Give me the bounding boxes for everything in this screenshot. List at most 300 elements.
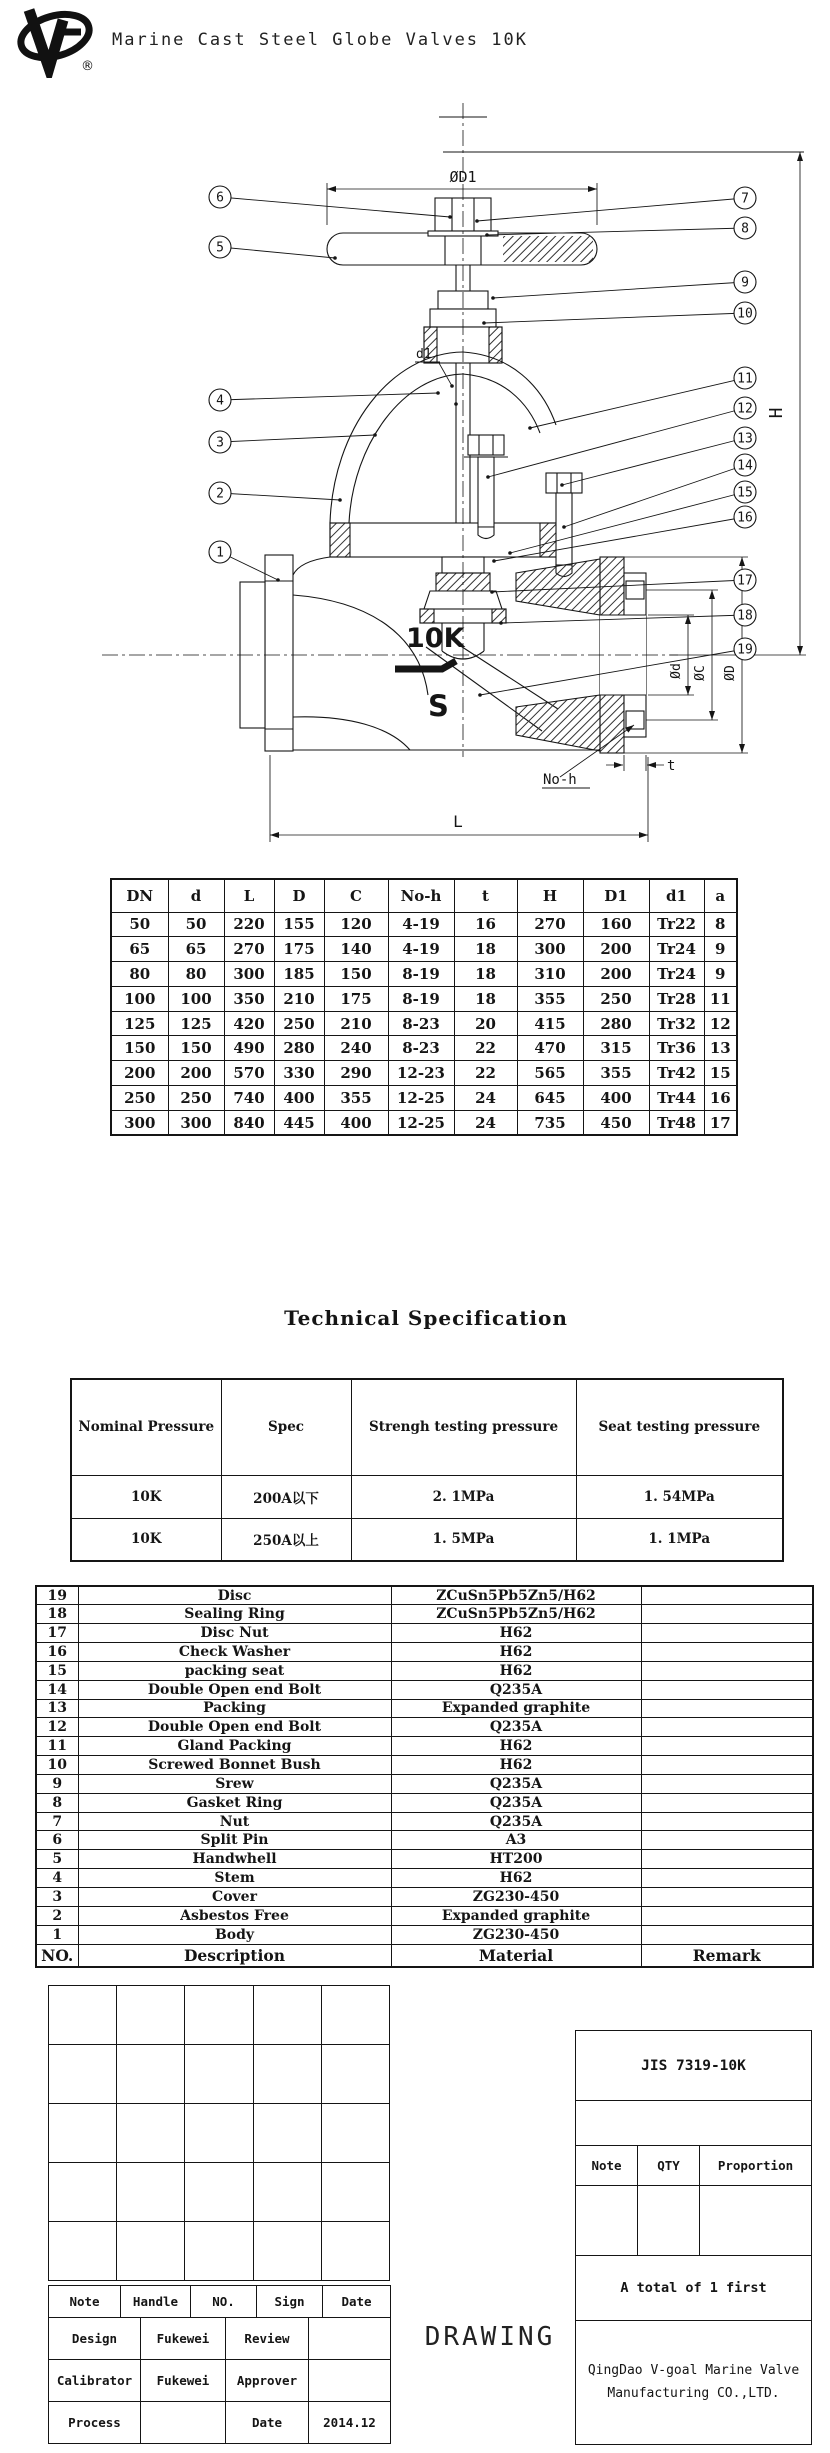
cell bbox=[641, 1925, 813, 1944]
valve-cross-section bbox=[90, 95, 820, 860]
cell: Date bbox=[323, 2286, 391, 2318]
valve-geometry bbox=[102, 103, 806, 842]
cell: 300 bbox=[111, 1110, 168, 1135]
table-row bbox=[36, 1850, 813, 1869]
cell: 250 bbox=[168, 1086, 224, 1111]
cell: DN bbox=[111, 879, 168, 912]
callout-number: 1 bbox=[216, 545, 224, 561]
cell: Expanded graphite bbox=[391, 1699, 641, 1718]
table-row bbox=[49, 2360, 391, 2402]
cell: 8-19 bbox=[388, 962, 454, 987]
page-title: Marine Cast Steel Globe Valves 10K bbox=[112, 30, 528, 50]
sheet-count-note: A total of 1 first bbox=[576, 2256, 811, 2321]
callout-6 bbox=[209, 186, 452, 219]
cell: 740 bbox=[224, 1086, 274, 1111]
table-row bbox=[36, 1944, 813, 1967]
cell: 570 bbox=[224, 1061, 274, 1086]
dim-label-bore: Ød bbox=[669, 663, 684, 679]
cell: 840 bbox=[224, 1110, 274, 1135]
cell: 565 bbox=[517, 1061, 583, 1086]
cell: 17 bbox=[704, 1110, 737, 1135]
cell: 270 bbox=[224, 937, 274, 962]
cell: 4-19 bbox=[388, 937, 454, 962]
cell: 280 bbox=[583, 1011, 649, 1036]
cell: Description bbox=[78, 1944, 391, 1967]
cell: 16 bbox=[36, 1643, 78, 1662]
table-row bbox=[49, 2402, 391, 2444]
cell: 12-25 bbox=[388, 1110, 454, 1135]
cell: 400 bbox=[274, 1086, 324, 1111]
cell: D bbox=[274, 879, 324, 912]
cell bbox=[641, 1699, 813, 1718]
callout-number: 11 bbox=[737, 371, 753, 387]
cell: 3 bbox=[36, 1888, 78, 1907]
revision-grid bbox=[48, 1985, 390, 2281]
cell: 290 bbox=[324, 1061, 388, 1086]
cell: 15 bbox=[36, 1661, 78, 1680]
table-row bbox=[36, 1831, 813, 1850]
callout-number: 4 bbox=[216, 393, 224, 409]
callout-number: 15 bbox=[737, 485, 753, 501]
cell: 355 bbox=[517, 986, 583, 1011]
cell: 490 bbox=[224, 1036, 274, 1061]
table-row bbox=[111, 962, 737, 987]
cell: Check Washer bbox=[78, 1643, 391, 1662]
cell: Nut bbox=[78, 1812, 391, 1831]
table-row bbox=[36, 1699, 813, 1718]
spec-table-body bbox=[71, 1475, 783, 1561]
cell: 355 bbox=[583, 1061, 649, 1086]
table-row bbox=[111, 1110, 737, 1135]
table-row bbox=[36, 1906, 813, 1925]
cell bbox=[641, 1774, 813, 1793]
table-row bbox=[576, 2145, 812, 2185]
cell: Q235A bbox=[391, 1680, 641, 1699]
cell: Tr48 bbox=[649, 1110, 704, 1135]
cell: 470 bbox=[517, 1036, 583, 1061]
cell: Body bbox=[78, 1925, 391, 1944]
callout-number: 5 bbox=[216, 240, 224, 256]
cell bbox=[641, 1661, 813, 1680]
cell: Stem bbox=[78, 1869, 391, 1888]
cell: Gasket Ring bbox=[78, 1793, 391, 1812]
cell: Review bbox=[226, 2318, 309, 2360]
callout-number: 9 bbox=[741, 275, 749, 291]
cell: Gland Packing bbox=[78, 1737, 391, 1756]
cell: 100 bbox=[168, 986, 224, 1011]
cell: 150 bbox=[324, 962, 388, 987]
company-line1: QingDao V-goal Marine Valve bbox=[587, 2362, 800, 2378]
cell bbox=[641, 1756, 813, 1775]
cell: Double Open end Bolt bbox=[78, 1718, 391, 1737]
cell: 13 bbox=[704, 1036, 737, 1061]
dim-label-flange-thickness: t bbox=[667, 758, 676, 774]
cell: Packing bbox=[78, 1699, 391, 1718]
table-row bbox=[111, 1061, 737, 1086]
callout-number: 7 bbox=[741, 191, 749, 207]
table-row bbox=[71, 1379, 783, 1475]
cell: 185 bbox=[274, 962, 324, 987]
cell: Fukewei bbox=[141, 2318, 226, 2360]
cell bbox=[641, 1793, 813, 1812]
table-row bbox=[111, 1011, 737, 1036]
cell: 9 bbox=[704, 962, 737, 987]
company-logo bbox=[13, 4, 101, 82]
cell: 24 bbox=[454, 1110, 517, 1135]
dim-label-pressure-class: 10K bbox=[406, 623, 465, 654]
cell: No-h bbox=[388, 879, 454, 912]
cell: Asbestos Free bbox=[78, 1906, 391, 1925]
cell: HT200 bbox=[391, 1850, 641, 1869]
cell: H62 bbox=[391, 1661, 641, 1680]
table-row bbox=[36, 1812, 813, 1831]
cell: a bbox=[704, 879, 737, 912]
cell: 210 bbox=[324, 1011, 388, 1036]
cell: 12 bbox=[36, 1718, 78, 1737]
cell: 200 bbox=[583, 962, 649, 987]
cell: 125 bbox=[168, 1011, 224, 1036]
cell: Split Pin bbox=[78, 1831, 391, 1850]
cell: Approver bbox=[226, 2360, 309, 2402]
callout-number: 16 bbox=[737, 510, 753, 526]
cell: Tr22 bbox=[649, 912, 704, 937]
dim-label-length: L bbox=[453, 812, 463, 831]
company-name bbox=[576, 2321, 811, 2443]
cell: 4-19 bbox=[388, 912, 454, 937]
cell: 1. 54MPa bbox=[576, 1475, 783, 1518]
cell: 11 bbox=[704, 986, 737, 1011]
cell: 12 bbox=[704, 1011, 737, 1036]
spec-title: Technical Specification bbox=[284, 1306, 568, 1330]
spec-table bbox=[70, 1378, 784, 1562]
table-row bbox=[111, 879, 737, 912]
callout-13 bbox=[560, 427, 756, 487]
table-row bbox=[36, 1661, 813, 1680]
cell: ZG230-450 bbox=[391, 1888, 641, 1907]
cell: 250 bbox=[274, 1011, 324, 1036]
cell: 300 bbox=[168, 1110, 224, 1135]
cell: 1 bbox=[36, 1925, 78, 1944]
cell: C bbox=[324, 879, 388, 912]
cell: 8-23 bbox=[388, 1011, 454, 1036]
cell: 18 bbox=[36, 1605, 78, 1624]
cell: 120 bbox=[324, 912, 388, 937]
cell: ZCuSn5Pb5Zn5/H62 bbox=[391, 1586, 641, 1605]
cell: QTY bbox=[638, 2145, 700, 2185]
table-row bbox=[36, 1586, 813, 1605]
cell: 200 bbox=[583, 937, 649, 962]
callout-number: 10 bbox=[737, 306, 753, 322]
cell: H62 bbox=[391, 1737, 641, 1756]
cell: 10K bbox=[71, 1518, 221, 1561]
callout-number: 17 bbox=[737, 573, 753, 589]
registered-mark: ® bbox=[81, 59, 94, 74]
cell: 355 bbox=[324, 1086, 388, 1111]
table-row bbox=[36, 1624, 813, 1643]
cell: Sign bbox=[257, 2286, 323, 2318]
cell: Disc bbox=[78, 1586, 391, 1605]
cell: Disc Nut bbox=[78, 1624, 391, 1643]
cell bbox=[141, 2402, 226, 2444]
cell: Design bbox=[49, 2318, 141, 2360]
callout-9 bbox=[491, 271, 756, 300]
table-row bbox=[49, 2286, 391, 2318]
empty-cell bbox=[576, 2101, 811, 2146]
cell: 17 bbox=[36, 1624, 78, 1643]
cell: 175 bbox=[324, 986, 388, 1011]
cell bbox=[641, 1737, 813, 1756]
cell: Handle bbox=[121, 2286, 191, 2318]
callout-2 bbox=[209, 482, 342, 504]
cell: 150 bbox=[111, 1036, 168, 1061]
callout-10 bbox=[482, 302, 756, 325]
cell: Cover bbox=[78, 1888, 391, 1907]
cell: Note bbox=[49, 2286, 121, 2318]
cell: Strengh testing pressure bbox=[351, 1379, 576, 1475]
cell: Tr36 bbox=[649, 1036, 704, 1061]
cell: Tr42 bbox=[649, 1061, 704, 1086]
cell: Fukewei bbox=[141, 2360, 226, 2402]
dim-label-bolt-circle: ØC bbox=[693, 665, 708, 681]
cell bbox=[641, 1888, 813, 1907]
cell: 350 bbox=[224, 986, 274, 1011]
table-row bbox=[71, 1518, 783, 1561]
cell: 420 bbox=[224, 1011, 274, 1036]
cell: Seat testing pressure bbox=[576, 1379, 783, 1475]
cell: Remark bbox=[641, 1944, 813, 1967]
parts-table bbox=[35, 1585, 814, 1968]
cell: Tr24 bbox=[649, 937, 704, 962]
cell: 10K bbox=[71, 1475, 221, 1518]
dimension-table bbox=[110, 878, 738, 1136]
cell: 250 bbox=[111, 1086, 168, 1111]
parts-table-footer bbox=[36, 1944, 813, 1967]
cell: 15 bbox=[704, 1061, 737, 1086]
callout-14 bbox=[562, 454, 756, 529]
cell: 175 bbox=[274, 937, 324, 962]
table-row bbox=[111, 986, 737, 1011]
valve-drawing-area bbox=[90, 95, 820, 864]
callout-number: 3 bbox=[216, 435, 224, 451]
cell: 6 bbox=[36, 1831, 78, 1850]
callout-11 bbox=[528, 367, 756, 430]
cell: 200 bbox=[111, 1061, 168, 1086]
cell: 400 bbox=[324, 1110, 388, 1135]
cell bbox=[641, 1643, 813, 1662]
callout-number: 14 bbox=[737, 458, 753, 474]
cell: 50 bbox=[111, 912, 168, 937]
cell: 12-25 bbox=[388, 1086, 454, 1111]
cell: 18 bbox=[454, 986, 517, 1011]
cell: Process bbox=[49, 2402, 141, 2444]
table-row bbox=[111, 1036, 737, 1061]
cell: 19 bbox=[36, 1586, 78, 1605]
spec-table-header bbox=[71, 1379, 783, 1475]
note-header-row bbox=[48, 2285, 391, 2318]
table-row bbox=[36, 1718, 813, 1737]
dim-label-stem-thread: d1 bbox=[416, 347, 432, 362]
dimension-table-body bbox=[111, 912, 737, 1135]
callout-12 bbox=[486, 397, 756, 479]
cell: 11 bbox=[36, 1737, 78, 1756]
cell: 2 bbox=[36, 1906, 78, 1925]
cell: 250 bbox=[583, 986, 649, 1011]
cell: Note bbox=[576, 2145, 638, 2185]
cell: 65 bbox=[111, 937, 168, 962]
cell: 220 bbox=[224, 912, 274, 937]
cell: Spec bbox=[221, 1379, 351, 1475]
callout-number: 13 bbox=[737, 431, 753, 447]
cell: 250A以上 bbox=[221, 1518, 351, 1561]
cell: Q235A bbox=[391, 1793, 641, 1812]
cell bbox=[641, 1605, 813, 1624]
cell: H62 bbox=[391, 1624, 641, 1643]
cell bbox=[641, 1680, 813, 1699]
cell: 80 bbox=[168, 962, 224, 987]
cell: 4 bbox=[36, 1869, 78, 1888]
drawing-info-block bbox=[575, 2030, 812, 2445]
cell: 18 bbox=[454, 937, 517, 962]
title-block bbox=[48, 1985, 812, 2445]
cell: 8 bbox=[36, 1793, 78, 1812]
table-row bbox=[36, 1774, 813, 1793]
cell: 100 bbox=[111, 986, 168, 1011]
cell: 400 bbox=[583, 1086, 649, 1111]
cell bbox=[641, 1586, 813, 1605]
callout-number: 2 bbox=[216, 486, 224, 502]
cell: 8-23 bbox=[388, 1036, 454, 1061]
cell: Material bbox=[391, 1944, 641, 1967]
cell: 7 bbox=[36, 1812, 78, 1831]
callout-number: 6 bbox=[216, 190, 224, 206]
cell: 5 bbox=[36, 1850, 78, 1869]
cell: Srew bbox=[78, 1774, 391, 1793]
cell: 18 bbox=[454, 962, 517, 987]
cell bbox=[641, 1869, 813, 1888]
cell: 8-19 bbox=[388, 986, 454, 1011]
cell: 10 bbox=[36, 1756, 78, 1775]
cell: 2. 1MPa bbox=[351, 1475, 576, 1518]
cell: 125 bbox=[111, 1011, 168, 1036]
cell: NO. bbox=[36, 1944, 78, 1967]
cell: Handwhell bbox=[78, 1850, 391, 1869]
cell: Tr32 bbox=[649, 1011, 704, 1036]
cell: Proportion bbox=[700, 2145, 812, 2185]
cell: 200A以下 bbox=[221, 1475, 351, 1518]
table-row bbox=[36, 1793, 813, 1812]
cell: 150 bbox=[168, 1036, 224, 1061]
cell: d1 bbox=[649, 879, 704, 912]
cell: 8 bbox=[704, 912, 737, 937]
cell: 1. 1MPa bbox=[576, 1518, 783, 1561]
cell: 50 bbox=[168, 912, 224, 937]
callout-number: 19 bbox=[737, 642, 753, 658]
cell: 13 bbox=[36, 1699, 78, 1718]
cell: d bbox=[168, 879, 224, 912]
callout-7 bbox=[475, 187, 756, 223]
cell: ZCuSn5Pb5Zn5/H62 bbox=[391, 1605, 641, 1624]
cell: Tr28 bbox=[649, 986, 704, 1011]
table-row bbox=[36, 1888, 813, 1907]
cell: 270 bbox=[517, 912, 583, 937]
table-row bbox=[111, 1086, 737, 1111]
signature-table bbox=[48, 2317, 391, 2444]
cell: 1. 5MPa bbox=[351, 1518, 576, 1561]
standard-number: JIS 7319-10K bbox=[576, 2031, 811, 2101]
cell: A3 bbox=[391, 1831, 641, 1850]
cell: NO. bbox=[191, 2286, 257, 2318]
callout-15 bbox=[508, 481, 756, 555]
cell bbox=[641, 1812, 813, 1831]
cell: 330 bbox=[274, 1061, 324, 1086]
cell: Nominal Pressure bbox=[71, 1379, 221, 1475]
cell: t bbox=[454, 879, 517, 912]
cell: H bbox=[517, 879, 583, 912]
cell: ZG230-450 bbox=[391, 1925, 641, 1944]
cell: 22 bbox=[454, 1036, 517, 1061]
cell: 140 bbox=[324, 937, 388, 962]
cell: Q235A bbox=[391, 1812, 641, 1831]
cell: 645 bbox=[517, 1086, 583, 1111]
cell: Tr24 bbox=[649, 962, 704, 987]
table-row bbox=[36, 1756, 813, 1775]
cell: H62 bbox=[391, 1756, 641, 1775]
cell: H62 bbox=[391, 1643, 641, 1662]
cell: 300 bbox=[517, 937, 583, 962]
cell: packing seat bbox=[78, 1661, 391, 1680]
cell: 315 bbox=[583, 1036, 649, 1061]
table-row bbox=[36, 1643, 813, 1662]
cell: 415 bbox=[517, 1011, 583, 1036]
cell: 16 bbox=[454, 912, 517, 937]
cell: 445 bbox=[274, 1110, 324, 1135]
table-row bbox=[36, 1925, 813, 1944]
callout-number: 18 bbox=[737, 608, 753, 624]
dim-label-bolt-holes: No-h bbox=[543, 772, 577, 788]
cell: Double Open end Bolt bbox=[78, 1680, 391, 1699]
cell: 735 bbox=[517, 1110, 583, 1135]
cell: 210 bbox=[274, 986, 324, 1011]
cell bbox=[641, 1906, 813, 1925]
cell: Q235A bbox=[391, 1774, 641, 1793]
cell: Q235A bbox=[391, 1718, 641, 1737]
cell: 65 bbox=[168, 937, 224, 962]
cell: 200 bbox=[168, 1061, 224, 1086]
table-row bbox=[111, 937, 737, 962]
cell: 280 bbox=[274, 1036, 324, 1061]
dimension-table-header bbox=[111, 879, 737, 912]
cell: 12-23 bbox=[388, 1061, 454, 1086]
cell: 450 bbox=[583, 1110, 649, 1135]
callout-number: 12 bbox=[737, 401, 753, 417]
table-row bbox=[36, 1869, 813, 1888]
cell: H62 bbox=[391, 1869, 641, 1888]
cell: Screwed Bonnet Bush bbox=[78, 1756, 391, 1775]
cell: 155 bbox=[274, 912, 324, 937]
cell: 9 bbox=[704, 937, 737, 962]
cell bbox=[641, 1718, 813, 1737]
cell: L bbox=[224, 879, 274, 912]
dim-label-top-diameter: ØD1 bbox=[449, 168, 477, 186]
cell: 22 bbox=[454, 1061, 517, 1086]
cell bbox=[641, 1624, 813, 1643]
cell: Sealing Ring bbox=[78, 1605, 391, 1624]
cell bbox=[309, 2318, 391, 2360]
drawing-type-label: DRAWING bbox=[424, 2322, 556, 2352]
cell: Date bbox=[226, 2402, 309, 2444]
table-row bbox=[49, 2318, 391, 2360]
cell: Expanded graphite bbox=[391, 1906, 641, 1925]
